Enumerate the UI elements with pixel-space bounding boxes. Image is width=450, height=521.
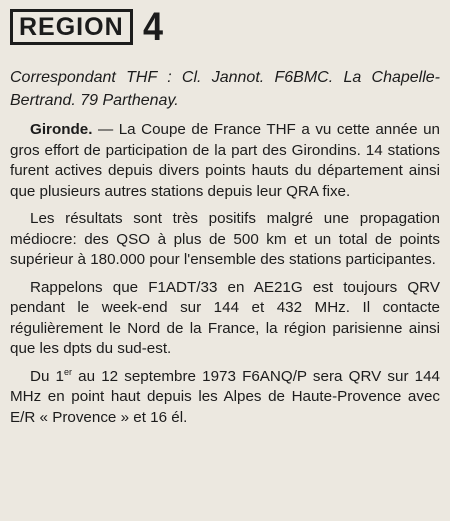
paragraph-f1adt: Rappelons que F1ADT/33 en AE21G est toujours QRV pendant le week-end sur 144 et 432 MHz. Il contacte régulièrement le Nord de la France, la région parisienne ainsi que les dpts du sud-est. xyxy=(10,278,440,357)
region-number: 4 xyxy=(142,4,163,49)
paragraph-text: au 12 septembre 1973 F6ANQ/P sera QRV sur 144 MHz en point haut depuis les Alpes de Haute-Provence avec E/R « Provence » et 16 él. xyxy=(10,367,440,426)
paragraph-text: — La Coupe de France THF a vu cette année un gros effort de participation de la part des Girondins. 14 stations furent actives depuis divers points hauts du département ainsi que plusieurs autres stations depuis leur QRA fixe. xyxy=(10,121,440,200)
paragraph-f6anq xyxy=(10,367,440,429)
region-label-box xyxy=(10,9,133,45)
section-header xyxy=(10,6,165,48)
article-body xyxy=(10,120,440,435)
ordinal-superscript: er xyxy=(64,366,73,377)
correspondent-line: Correspondant THF : Cl. Jannot. F6BMC. La Chapelle-Bertrand. 79 Parthenay. xyxy=(10,69,440,109)
paragraph-date-start: Du 1 xyxy=(30,367,65,385)
region-label: REGION xyxy=(19,12,124,41)
bleed-through-bottom xyxy=(0,513,450,521)
paragraph-lead: Gironde. xyxy=(30,121,93,138)
paragraph-results: Les résultats sont très positifs malgré une propagation médiocre: des QSO à plus de 500 km et un total de points supérieur à 180.000 pour l'ensemble des stations participantes. xyxy=(10,210,440,268)
paragraph-gironde xyxy=(10,120,440,202)
bleed-through-text xyxy=(290,0,450,40)
